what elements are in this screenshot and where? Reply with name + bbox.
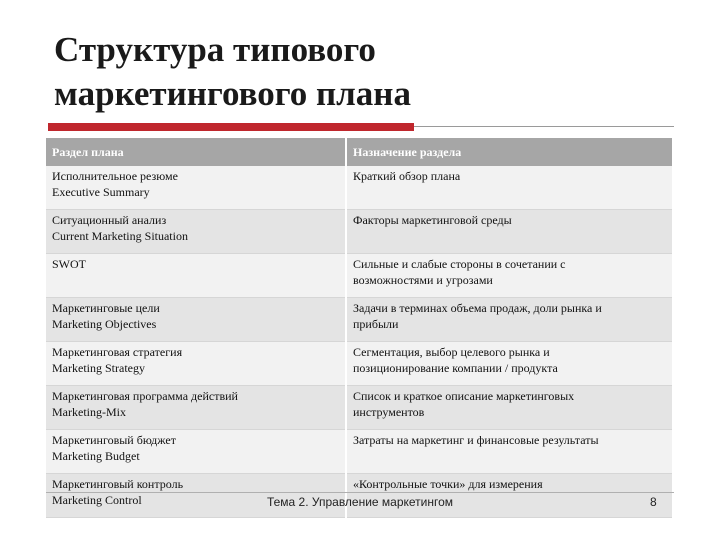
section-name-en: Marketing Strategy — [52, 361, 145, 375]
section-name: SWOT — [52, 257, 86, 271]
purpose-text: Список и краткое описание маркетинговых — [353, 389, 575, 403]
slide-title — [54, 28, 674, 116]
table-row — [46, 430, 673, 474]
table-row — [46, 210, 673, 254]
section-name-ru: Маркетинговый бюджет — [52, 433, 176, 447]
purpose-text: прибыли — [353, 317, 399, 331]
section-name-en: Marketing Budget — [52, 449, 140, 463]
section-name-ru: Ситуационный анализ — [52, 213, 167, 227]
table-row — [46, 166, 673, 210]
header-section: Раздел плана — [46, 138, 346, 166]
page-number: 8 — [650, 495, 657, 509]
slide-title-line-1: Структура типового — [54, 30, 376, 69]
section-name-ru: Исполнительное резюме — [52, 169, 178, 183]
purpose-text: позиционирование компании / продукта — [353, 361, 558, 375]
section-cell — [46, 342, 346, 386]
section-name-en: Current Marketing Situation — [52, 229, 188, 243]
purpose-text: Сегментация, выбор целевого рынка и — [353, 345, 550, 359]
header-purpose: Назначение раздела — [346, 138, 673, 166]
purpose-cell — [346, 430, 673, 474]
section-cell — [46, 254, 346, 298]
section-cell — [46, 210, 346, 254]
purpose-cell — [346, 166, 673, 210]
section-cell — [46, 298, 346, 342]
title-underline — [48, 123, 674, 131]
title-underline-thin — [414, 126, 674, 127]
table-row — [46, 386, 673, 430]
purpose-cell — [346, 254, 673, 298]
purpose-text: «Контрольные точки» для измерения — [353, 477, 543, 491]
purpose-text: возможностями и угрозами — [353, 273, 493, 287]
slide-title-line-2: маркетингового плана — [54, 74, 411, 113]
section-cell — [46, 386, 346, 430]
purpose-text: Задачи в терминах объема продаж, доли рынка и — [353, 301, 602, 315]
purpose-cell — [346, 298, 673, 342]
section-name-ru: Маркетинговая программа действий — [52, 389, 238, 403]
purpose-cell — [346, 210, 673, 254]
table-row — [46, 342, 673, 386]
section-name-en: Executive Summary — [52, 185, 150, 199]
table-row — [46, 254, 673, 298]
section-name-en: Marketing Control — [52, 493, 142, 507]
table-row — [46, 298, 673, 342]
section-name-ru: Маркетинговый контроль — [52, 477, 184, 491]
section-name-ru: Маркетинговые цели — [52, 301, 160, 315]
purpose-text: Сильные и слабые стороны в сочетании с — [353, 257, 566, 271]
section-name-en: Marketing Objectives — [52, 317, 157, 331]
footer-topic: Тема 2. Управление маркетингом — [266, 495, 454, 509]
purpose-text: Затраты на маркетинг и финансовые результаты — [353, 433, 599, 447]
section-cell — [46, 430, 346, 474]
title-underline-accent — [48, 123, 414, 131]
purpose-cell — [346, 342, 673, 386]
section-cell — [46, 166, 346, 210]
section-name-ru: Маркетинговая стратегия — [52, 345, 183, 359]
section-name-en: Marketing-Mix — [52, 405, 126, 419]
purpose-cell — [346, 386, 673, 430]
marketing-plan-table — [46, 138, 674, 518]
footer-divider — [46, 492, 674, 493]
purpose-text: инструментов — [353, 405, 425, 419]
purpose-text: Факторы маркетинговой среды — [353, 213, 512, 227]
table-header-row — [46, 138, 673, 166]
purpose-text: Краткий обзор плана — [353, 169, 461, 183]
